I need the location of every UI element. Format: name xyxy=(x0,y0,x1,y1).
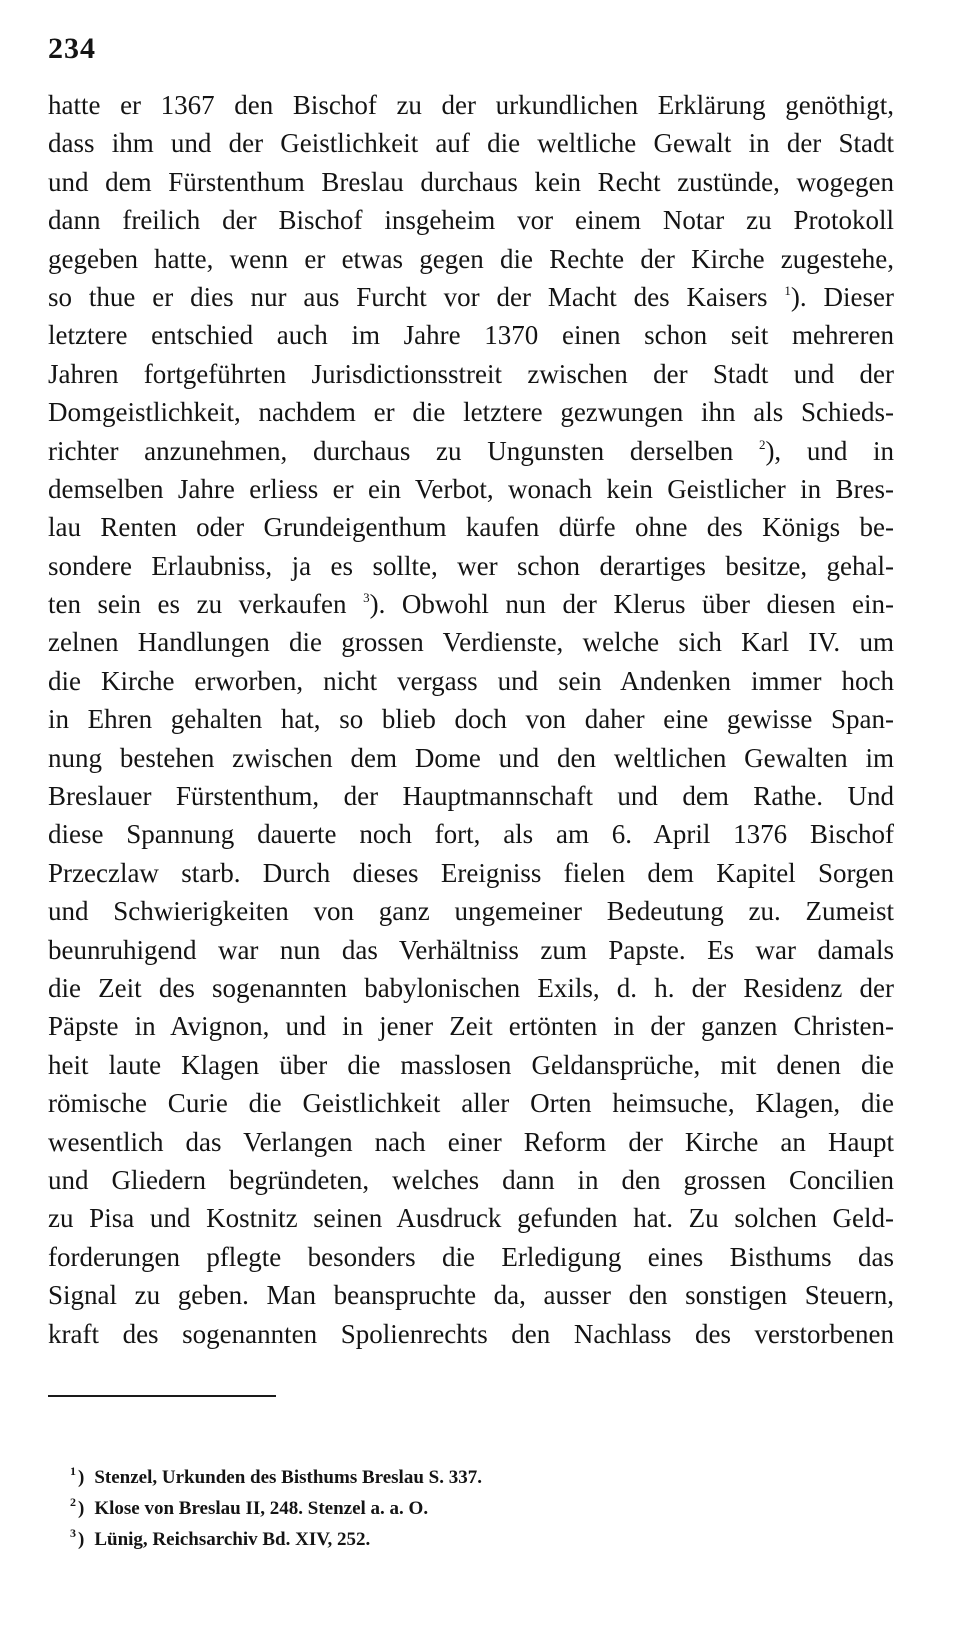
text-line xyxy=(48,1161,894,1199)
footnote-text: Lünig, Reichsarchiv Bd. XIV, 252. xyxy=(94,1529,371,1550)
text-segment: diese Spannung dauerte noch fort, als am 6. April 1376 Bischof xyxy=(48,819,894,850)
footnote-reference: 2 xyxy=(758,436,766,452)
text-segment: so thue er dies nur aus Furcht vor der Macht des Kaisers xyxy=(48,281,785,312)
footnote xyxy=(70,1524,830,1555)
text-line xyxy=(48,547,894,585)
text-segment: und Gliedern begründeten, welches dann in den grossen Concilien xyxy=(48,1164,894,1195)
text-line xyxy=(48,201,894,239)
body-text xyxy=(48,86,894,1353)
text-segment: ten sein es zu verkaufen xyxy=(48,589,364,620)
text-line xyxy=(48,1315,894,1353)
text-segment: sondere Erlaubniss, ja es sollte, wer schon derartiges besitze, gehal- xyxy=(48,550,894,581)
text-line xyxy=(48,393,894,431)
text-segment: richter anzunehmen, durchaus zu Ungunsten derselben xyxy=(48,435,759,466)
text-line xyxy=(48,1084,894,1122)
text-segment: zu Pisa und Kostnitz seinen Ausdruck gefunden hat. Zu solchen Geld- xyxy=(48,1203,894,1234)
text-segment: beunruhigend war nun das Verhältniss zum Papste. Es war damals xyxy=(48,934,894,965)
text-segment: ). Dieser xyxy=(790,281,894,312)
text-line xyxy=(48,585,894,623)
text-line xyxy=(48,1238,894,1276)
text-segment: dann freilich der Bischof insgeheim vor einem Notar zu Protokoll xyxy=(48,205,894,236)
text-line xyxy=(48,1046,894,1084)
footnote xyxy=(70,1493,830,1524)
text-segment: demselben Jahre erliess er ein Verbot, wonach kein Geistlicher in Bres- xyxy=(48,473,894,504)
footnotes xyxy=(70,1462,830,1555)
text-segment: kraft des sogenannten Spolienrechts den Nachlass des verstorbenen xyxy=(48,1318,894,1349)
page-number: 234 xyxy=(48,32,96,65)
text-segment: Domgeistlichkeit, nachdem er die letztere gezwungen ihn als Schieds- xyxy=(48,397,894,428)
text-segment: ). Obwohl nun der Klerus über diesen ein- xyxy=(369,589,894,620)
text-segment: in Ehren gehalten hat, so blieb doch von daher eine gewisse Span- xyxy=(48,704,894,735)
footnote-reference: 3 xyxy=(363,590,370,606)
footnote-separator-rule xyxy=(48,1395,276,1397)
text-segment: die Zeit des sogenannten babylonischen Exils, d. h. der Residenz der xyxy=(48,972,894,1003)
text-segment: Breslauer Fürstenthum, der Hauptmannschaft und dem Rathe. Und xyxy=(48,781,894,812)
text-line xyxy=(48,931,894,969)
text-segment: Signal zu geben. Man beanspruchte da, ausser den sonstigen Steuern, xyxy=(48,1280,894,1311)
footnote-bracket: ) xyxy=(78,1467,85,1488)
footnote-text: Stenzel, Urkunden des Bisthums Breslau S. 337. xyxy=(94,1467,482,1488)
footnote-bracket: ) xyxy=(78,1498,85,1519)
text-segment: wesentlich das Verlangen nach einer Reform der Kirche an Haupt xyxy=(48,1126,894,1157)
text-line xyxy=(48,662,894,700)
text-line xyxy=(48,815,894,853)
footnote-text: Klose von Breslau II, 248. Stenzel a. a. O. xyxy=(94,1498,429,1519)
text-line xyxy=(48,892,894,930)
text-segment: römische Curie die Geistlichkeit aller Orten heimsuche, Klagen, die xyxy=(48,1088,894,1119)
text-line xyxy=(48,1276,894,1314)
footnote-number: 3 xyxy=(70,1526,76,1540)
text-segment: Jahren fortgeführten Jurisdictionsstreit zwischen der Stadt und der xyxy=(48,358,894,389)
text-line xyxy=(48,355,894,393)
text-segment: forderungen pflegte besonders die Erledigung eines Bisthums das xyxy=(48,1241,894,1272)
text-line xyxy=(48,1199,894,1237)
text-segment: heit laute Klagen über die masslosen Geldansprüche, mit denen die xyxy=(48,1049,894,1080)
text-line xyxy=(48,969,894,1007)
footnote-number: 2 xyxy=(70,1495,76,1509)
text-segment: Przeczlaw starb. Durch dieses Ereigniss fielen dem Kapitel Sorgen xyxy=(48,857,894,888)
text-line xyxy=(48,163,894,201)
text-line xyxy=(48,854,894,892)
text-segment: Päpste in Avignon, und in jener Zeit ertönten in der ganzen Christen- xyxy=(48,1011,894,1042)
text-line xyxy=(48,700,894,738)
text-segment: letztere entschied auch im Jahre 1370 einen schon seit mehreren xyxy=(48,320,894,351)
text-line xyxy=(48,124,894,162)
text-segment: und dem Fürstenthum Breslau durchaus kein Recht zustünde, wogegen xyxy=(48,166,894,197)
text-segment: dass ihm und der Geistlichkeit auf die weltliche Gewalt in der Stadt xyxy=(48,128,894,159)
text-line xyxy=(48,739,894,777)
text-line xyxy=(48,1123,894,1161)
text-line xyxy=(48,777,894,815)
text-segment: ), und in xyxy=(765,435,894,466)
footnote-reference: 1 xyxy=(784,282,791,298)
text-line xyxy=(48,508,894,546)
text-line xyxy=(48,316,894,354)
footnote-number: 1 xyxy=(70,1464,76,1478)
text-line xyxy=(48,432,894,470)
text-line xyxy=(48,86,894,124)
text-line xyxy=(48,240,894,278)
text-segment: gegeben hatte, wenn er etwas gegen die Rechte der Kirche zugestehe, xyxy=(48,243,894,274)
text-line xyxy=(48,1007,894,1045)
text-segment: hatte er 1367 den Bischof zu der urkundlichen Erklärung genöthigt, xyxy=(48,90,894,120)
text-segment: die Kirche erworben, nicht vergass und sein Andenken immer hoch xyxy=(48,665,894,696)
text-segment: lau Renten oder Grundeigenthum kaufen dürfe ohne des Königs be- xyxy=(48,512,894,543)
text-segment: zelnen Handlungen die grossen Verdienste, welche sich Karl IV. um xyxy=(48,627,894,658)
footnote-bracket: ) xyxy=(78,1529,85,1550)
text-segment: nung bestehen zwischen dem Dome und den weltlichen Gewalten im xyxy=(48,742,894,773)
text-line xyxy=(48,623,894,661)
text-line xyxy=(48,278,894,316)
text-segment: und Schwierigkeiten von ganz ungemeiner Bedeutung zu. Zumeist xyxy=(48,896,894,927)
footnote xyxy=(70,1462,830,1493)
text-line xyxy=(48,470,894,508)
